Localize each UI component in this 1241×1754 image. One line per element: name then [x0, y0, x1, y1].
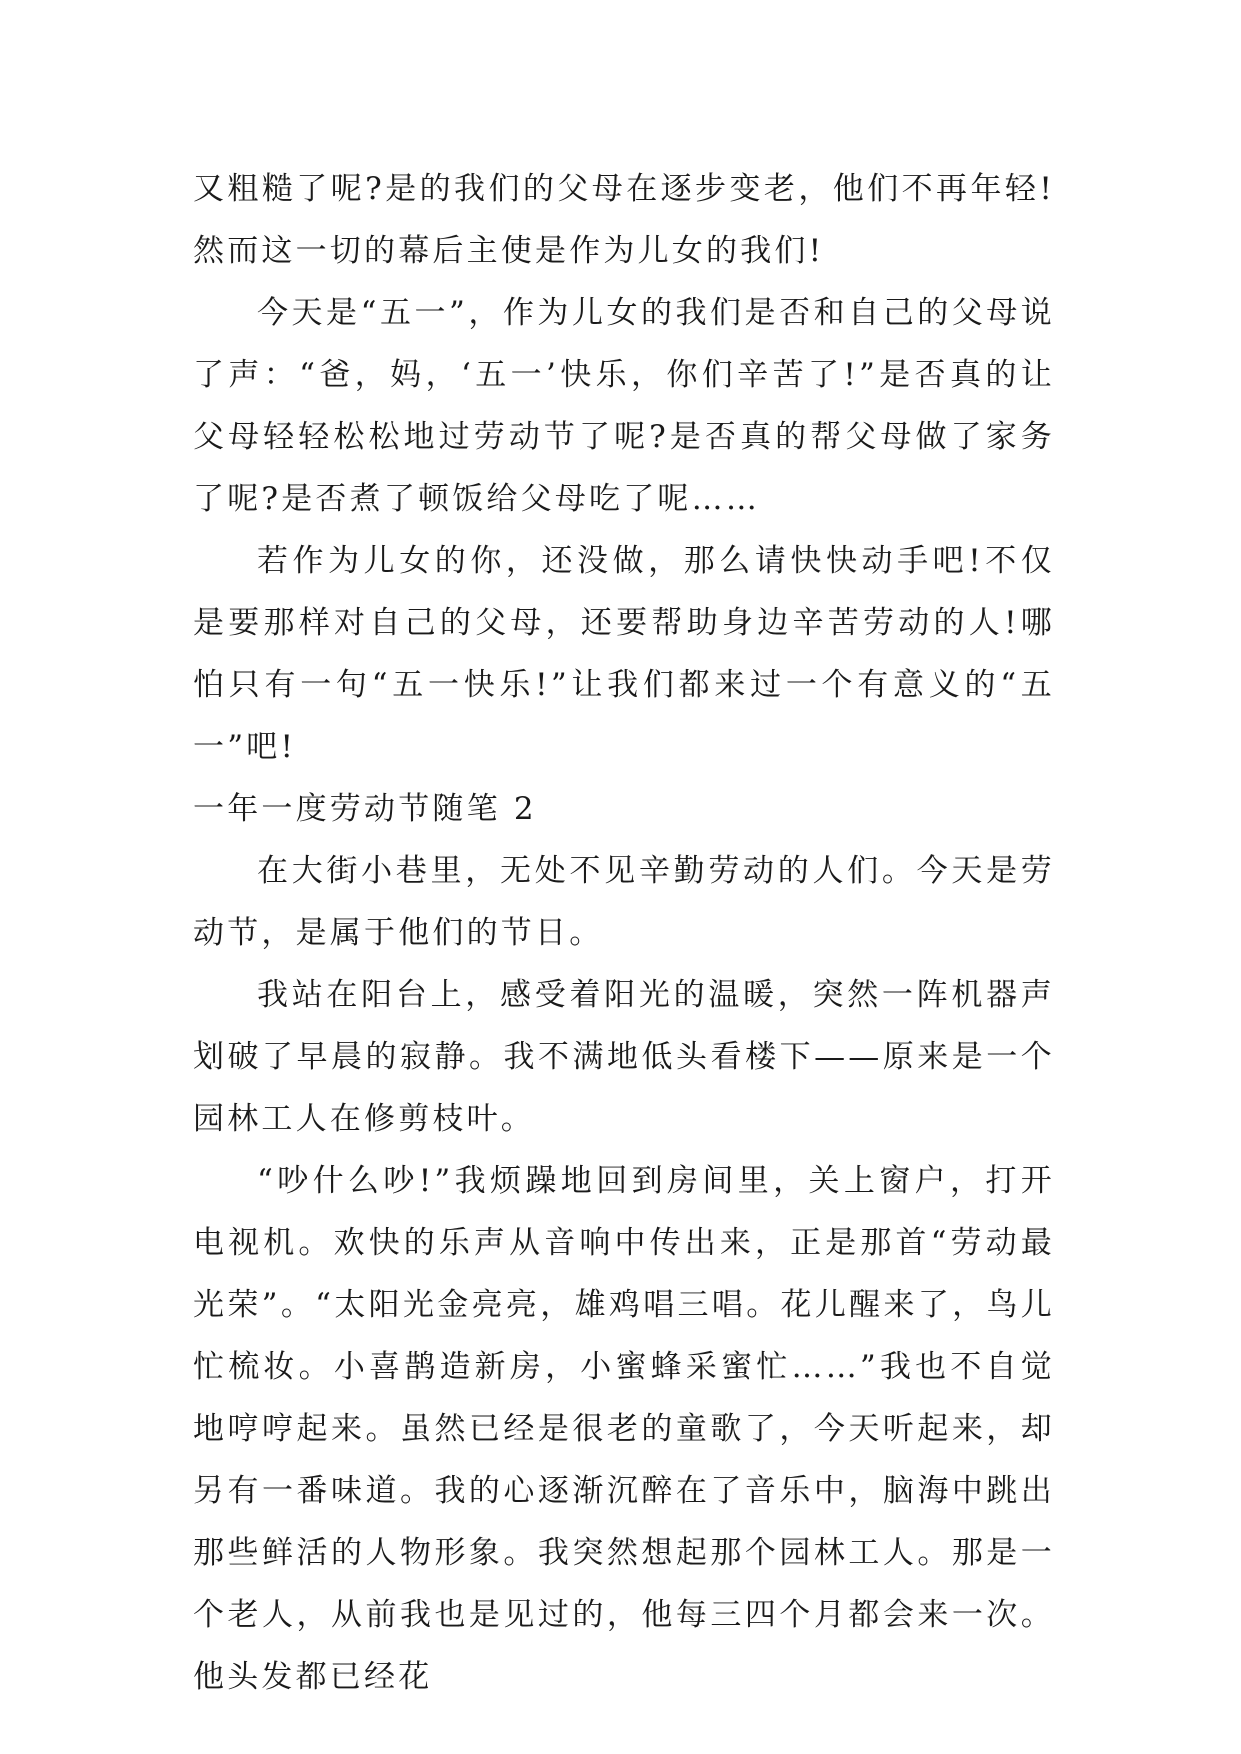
paragraph: “吵什么吵!”我烦躁地回到房间里，关上窗户，打开电视机。欢快的乐声从音响中传出来，正是那首“劳动最光荣”。“太阳光金亮亮，雄鸡唱三唱。花儿醒来了，鸟儿忙梳妆。小喜鹊造新房，小蜜蜂采蜜忙……”我也不自觉地哼哼起来。虽然已经是很老的童歌了，今天听起来，却另有一番味道。我的心逐渐沉醉在了音乐中，脑海中跳出那些鲜活的人物形象。我突然想起那个园林工人。那是一个老人，从前我也是见过的，他每三四个月都会来一次。他头发都已经花 [193, 1163, 1055, 1695]
paragraph: 又粗糙了呢?是的我们的父母在逐步变老，他们不再年轻!然而这一切的幕后主使是作为儿女的我们! [193, 171, 1055, 269]
paragraph: 今天是“五一”，作为儿女的我们是否和自己的父母说了声：“爸，妈，‘五一’快乐，你们辛苦了!”是否真的让父母轻轻松松地过劳动节了呢?是否真的帮父母做了家务了呢?是否煮了顿饭给父母吃了呢…… [193, 295, 1055, 517]
paragraph: 在大街小巷里，无处不见辛勤劳动的人们。今天是劳动节，是属于他们的节日。 [193, 853, 1055, 951]
section-title: 一年一度劳动节随笔 2 [193, 791, 537, 827]
paragraph: 若作为儿女的你，还没做，那么请快快动手吧!不仅是要那样对自己的父母，还要帮助身边辛苦劳动的人!哪怕只有一句“五一快乐!”让我们都来过一个有意义的“五一”吧! [193, 543, 1055, 765]
document-page [193, 158, 1055, 1708]
paragraph: 我站在阳台上，感受着阳光的温暖，突然一阵机器声划破了早晨的寂静。我不满地低头看楼下——原来是一个园林工人在修剪枝叶。 [193, 977, 1055, 1137]
